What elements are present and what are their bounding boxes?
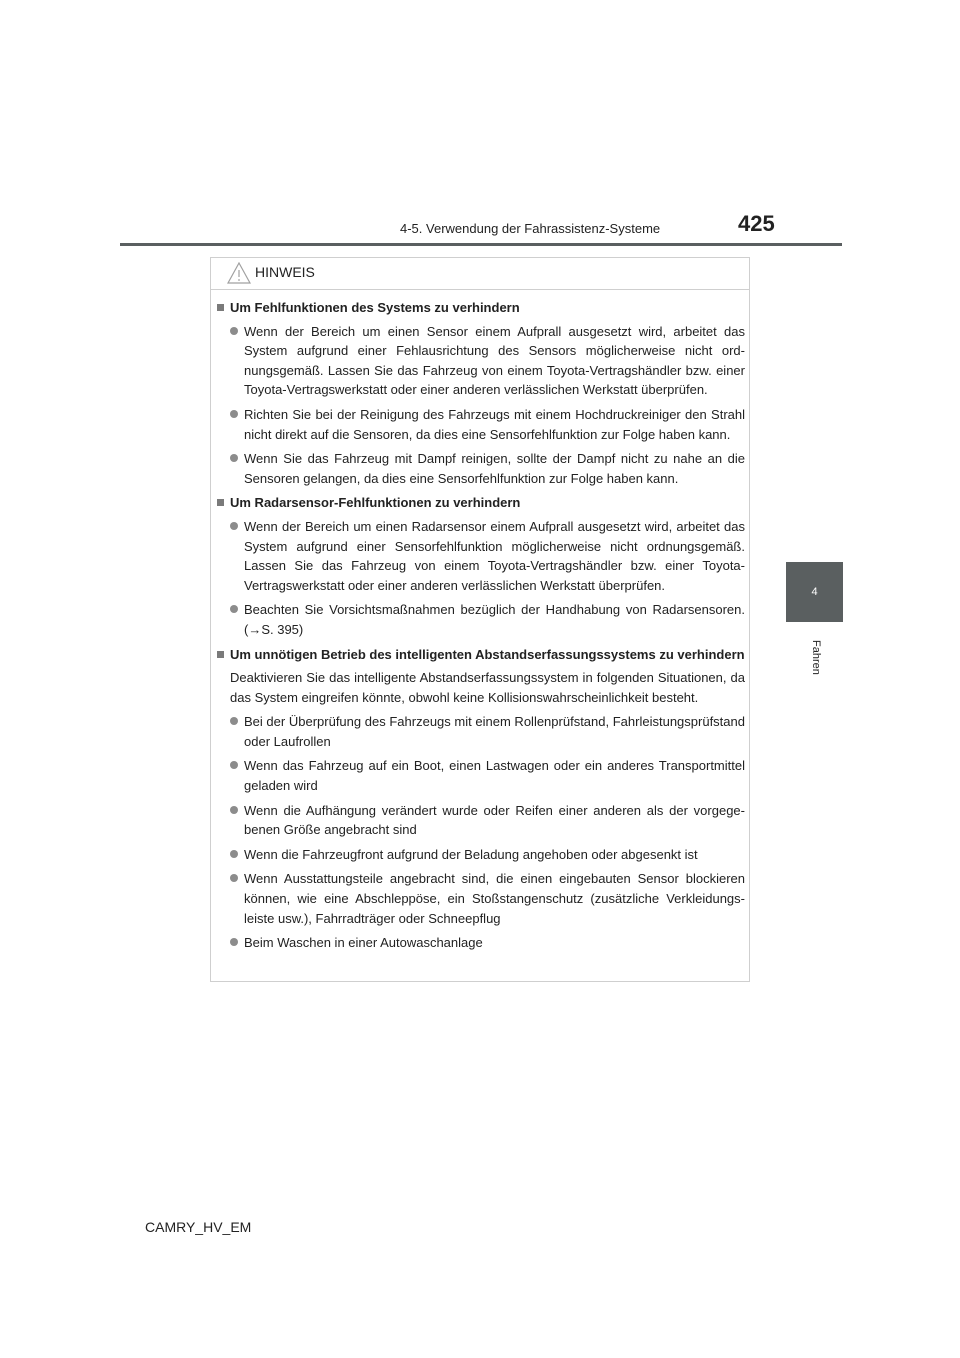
list-item-text: Wenn Ausstattungsteile angebracht sind, die einen eingebauten Sensor blockieren können, wie eine Abschleppöse, ein Stoßstangenschutz (zusätzliche Verkleidungsleiste usw.), Fahrradträger oder Schneepflug: [244, 871, 745, 926]
square-bullet-icon: [217, 499, 224, 506]
section-heading-text: Um unnötigen Betrieb des intelligenten Abstandserfassungssystems zu verhindern: [230, 646, 745, 662]
list-item-text: Wenn das Fahrzeug auf ein Boot, einen Lastwagen oder ein anderes Transportmittel geladen wird: [244, 758, 745, 794]
list-item: [217, 756, 745, 795]
list-item-text: Wenn die Fahrzeugfront aufgrund der Beladung angehoben oder abgesenkt ist: [244, 846, 698, 862]
list-item-text: Beachten Sie Vorsichtsmaßnahmen bezüglich der Handhabung von Radarsensoren. (→S. 395): [244, 602, 745, 637]
round-bullet-icon: [230, 522, 238, 530]
notice-section: [217, 645, 745, 953]
running-header: 4-5. Verwendung der Fahrassistenz-Systeme: [400, 221, 661, 236]
section-heading-text: Um Fehlfunktionen des Systems zu verhindern: [230, 300, 520, 315]
round-bullet-icon: [230, 761, 238, 769]
list-item-text: Beim Waschen in einer Autowaschanlage: [244, 935, 483, 951]
list-item: [217, 801, 745, 840]
list-item: [217, 869, 745, 928]
list-item-text: Wenn Sie das Fahrzeug mit Dampf reinigen, sollte der Dampf nicht zu nahe an die Sensoren gelangen, da dies eine Sensorfehlfunktion zur Folge haben kann.: [244, 451, 745, 486]
round-bullet-icon: [230, 850, 238, 858]
notice-title: HINWEIS: [255, 264, 315, 280]
list-item-text: Richten Sie bei der Reinigung des Fahrzeugs mit einem Hochdruckreiniger den Strahl nicht direkt auf die Sensoren, da dies eine Sensorfehlfunktion zur Folge haben kann.: [244, 406, 745, 442]
section-heading: [217, 645, 745, 665]
chapter-tab: [786, 562, 843, 622]
chapter-label: Fahren: [810, 640, 822, 675]
notice-header: [211, 258, 749, 290]
notice-box: [210, 257, 750, 982]
list-item: [217, 405, 745, 444]
list-item: [217, 600, 745, 639]
list-item-text: Bei der Überprüfung des Fahrzeugs mit einem Rollenprüfstand, Fahrleistungsprüfstand oder Laufrollen: [244, 714, 745, 749]
round-bullet-icon: [230, 327, 238, 335]
list-item-text: Wenn die Aufhängung verändert wurde oder Reifen einer anderen als der vorgegebenen Größe angebracht sind: [244, 802, 745, 838]
header-divider: [120, 243, 842, 246]
round-bullet-icon: [230, 454, 238, 462]
section-heading: [217, 298, 745, 318]
list-item-text: Wenn der Bereich um einen Radarsensor einem Aufprall ausgesetzt wird, arbeitet das System aufgrund einer Sensorfehlfunktion möglicherweise nicht ordnungsgemäß. Lassen Sie das Fahrzeug von einem Toyota-Vertragshändler bzw. einer Toyota-Vertragswerkstatt oder einer anderen verlässlichen Werkstatt überprüfen.: [244, 518, 745, 593]
round-bullet-icon: [230, 938, 238, 946]
list-item: [217, 517, 745, 595]
list-item-text: Wenn der Bereich um einen Sensor einem Aufprall ausgesetzt wird, arbeitet das System aufgrund einer Fehlausrichtung des Sensors möglicherweise nicht ordnungsgemäß. Lassen Sie das Fahrzeug von einem Toyota-Vertragshändler bzw. einer Toyota-Vertragswerkstatt oder einer anderen verlässlichen Werkstatt überprüfen.: [244, 323, 745, 398]
list-item: [217, 449, 745, 488]
chapter-number: 4: [811, 586, 818, 598]
square-bullet-icon: [217, 651, 224, 658]
warning-triangle-icon: [227, 262, 251, 284]
square-bullet-icon: [217, 304, 224, 311]
round-bullet-icon: [230, 717, 238, 725]
list-item: [217, 845, 745, 865]
notice-body: [217, 298, 745, 958]
section-heading-text: Um Radarsensor-Fehlfunktionen zu verhindern: [230, 495, 521, 511]
notice-section: [217, 493, 745, 639]
section-intro: Deaktivieren Sie das intelligente Abstandserfassungssystem in folgenden Situationen, da das System eingreifen könnte, obwohl keine Kollisionswahrscheinlichkeit besteht.: [230, 670, 745, 705]
round-bullet-icon: [230, 874, 238, 882]
round-bullet-icon: [230, 605, 238, 613]
page-number: 425: [738, 211, 775, 236]
round-bullet-icon: [230, 410, 238, 418]
list-item: [217, 322, 745, 400]
list-item: [217, 933, 745, 953]
list-item: [217, 712, 745, 751]
round-bullet-icon: [230, 806, 238, 814]
notice-section: [217, 298, 745, 488]
section-heading: [217, 493, 745, 513]
manual-code: CAMRY_HV_EM: [145, 1219, 252, 1235]
